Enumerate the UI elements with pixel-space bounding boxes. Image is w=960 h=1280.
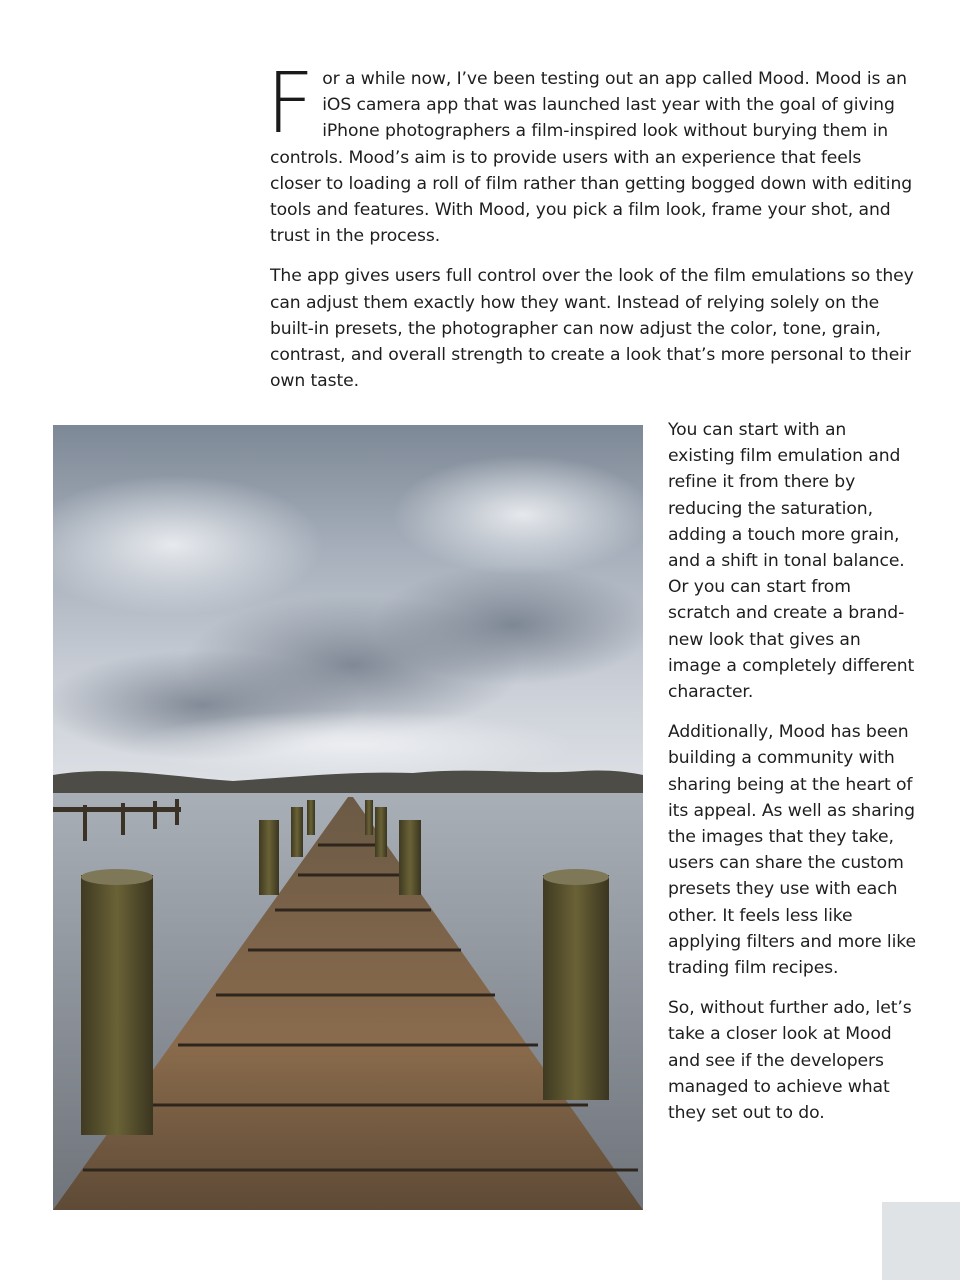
jetty-photo (53, 425, 643, 1210)
side-paragraph-2: Additionally, Mood has been building a community with sharing being at the heart of its appeal. As well as sharing the images that they take, users can share the custom presets they use with each other. It feels less like applying filters and more like trading film recipes. (668, 722, 916, 979)
side-column-text (668, 417, 918, 1140)
drop-cap: F (266, 54, 315, 152)
intro-text (266, 54, 915, 408)
corner-decoration (882, 1202, 960, 1280)
intro-paragraph-1 (266, 54, 915, 249)
intro-paragraph-1-text: or a while now, I’ve been testing out an app called Mood. Mood is an iOS camera app that was launched last year with the goal of giving iPhone photographers a film-inspired look without burying them in controls. Mood’s aim is to provide users with an experience that feels closer to loading a roll of film rather than getting bogged down with editing tools and features. With Mood, you pick a film look, frame your shot, and trust in the process. (270, 69, 913, 247)
intro-paragraph-2: The app gives users full control over the look of the film emulations so they can adjust them exactly how they want. Instead of relying solely on the built-in presets, the photographer can now adjust the color, tone, grain, contrast, and overall strength to create a look that’s more personal to their own taste. (270, 266, 914, 392)
side-paragraph-3: So, without further ado, let’s take a closer look at Mood and see if the developers managed to achieve what they set out to do. (668, 998, 912, 1124)
side-paragraph-1: You can start with an existing film emulation and refine it from there by reducing the saturation, adding a touch more grain, and a shift in tonal balance. Or you can start from scratch and create a brand-new look that gives an image a completely different character. (668, 420, 915, 703)
